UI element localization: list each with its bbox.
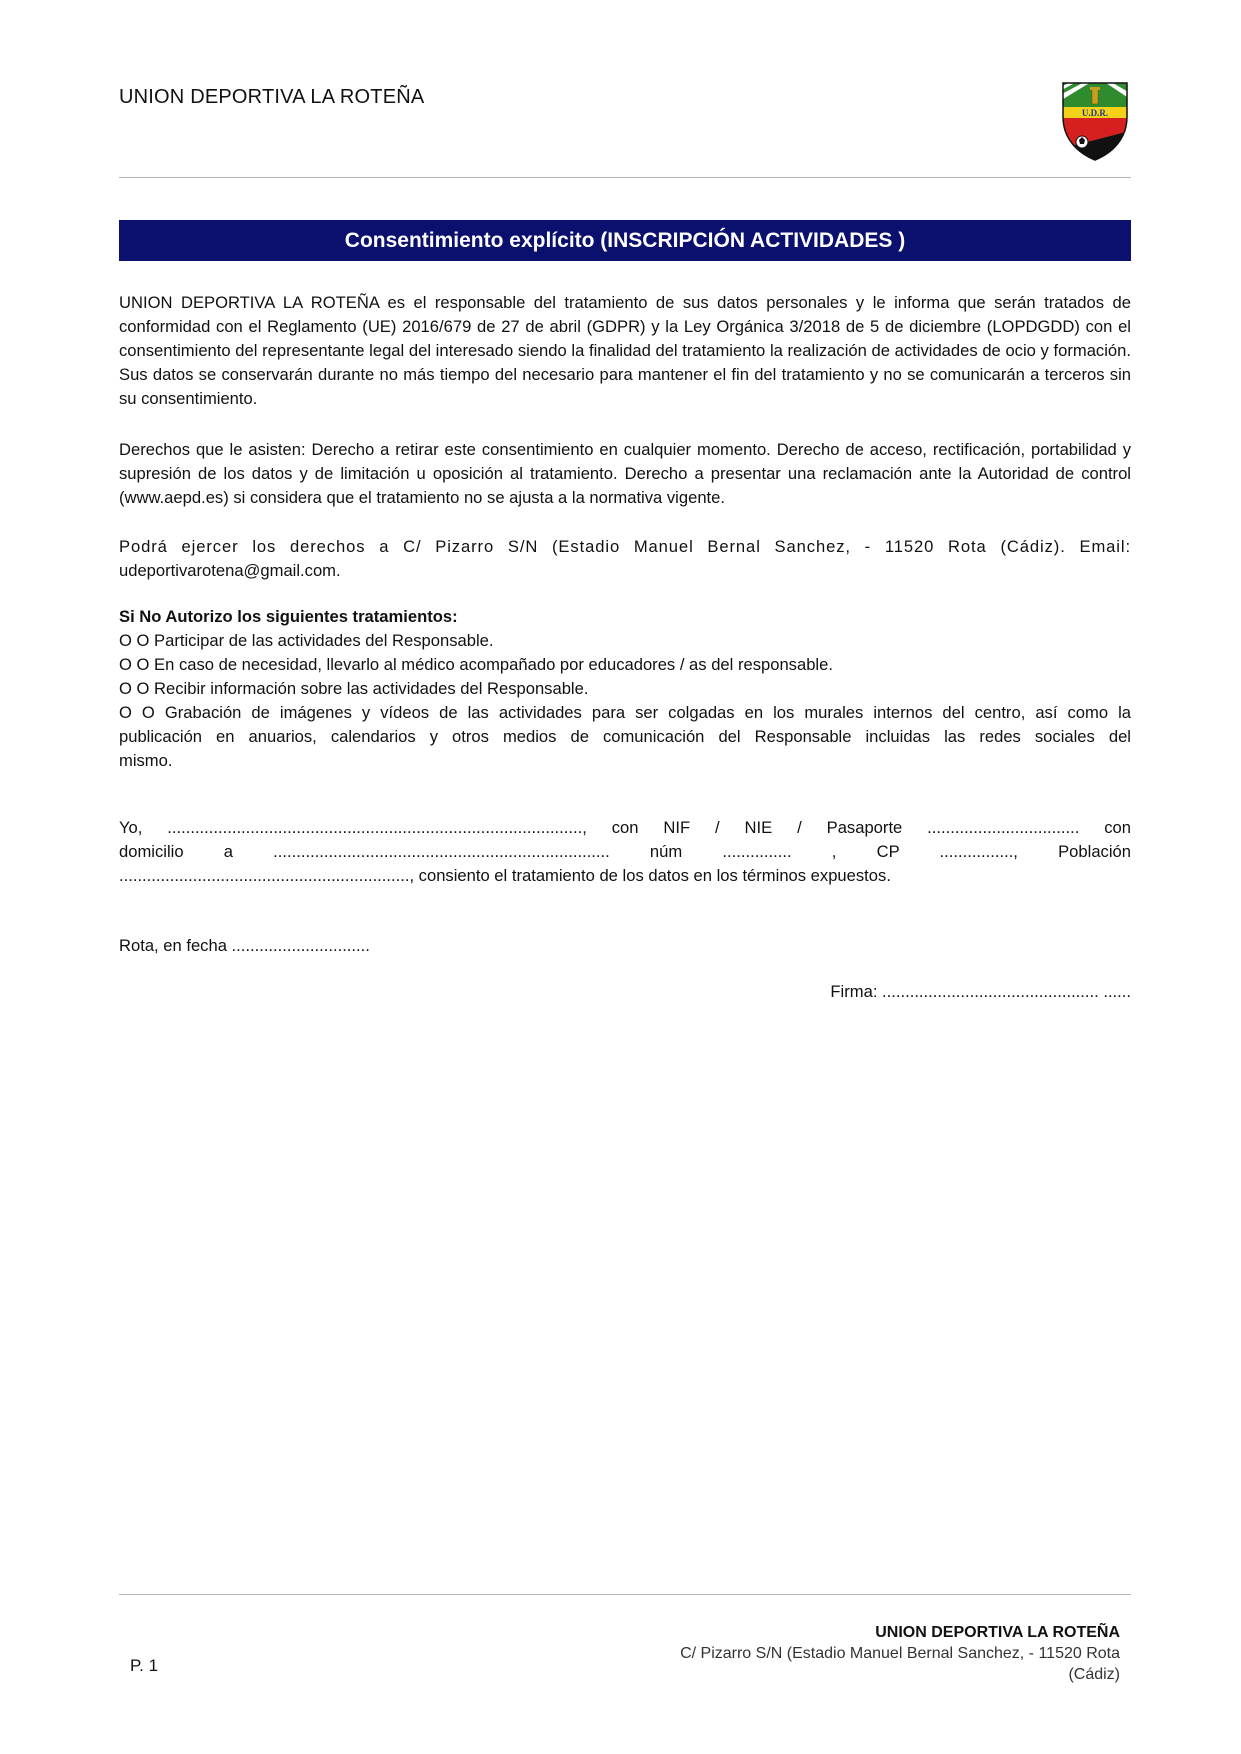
page-number: P. 1 <box>130 1656 159 1675</box>
club-crest-logo <box>1060 79 1130 162</box>
footer-address-continued: (Cádiz) <box>1068 1666 1120 1683</box>
contact-address: Podrá ejercer los derechos a C/ Pizarro S/N (Estadio Manuel Bernal Sanchez, - 11520 Rota (Cádiz). Email: <box>119 537 1131 556</box>
header-divider <box>119 177 1131 178</box>
organization-header: UNION DEPORTIVA LA ROTEÑA <box>119 86 425 108</box>
responsible-paragraph: UNION DEPORTIVA LA ROTEÑA es el responsable del tratamiento de sus datos personales y le informa que serán tratados de conformidad con el Reglamento (UE) 2016/679 de 27 de abril (GDPR) y la Ley Orgánica 3/2018 de 5 de diciembre (LOPDGDD) con el consentimiento del representante legal del interesado siendo la finalidad del tratamiento la realización de actividades de ocio y formación. Sus datos se conservarán durante no más tiempo del necesario para mantener el fin del tratamiento y no se comunicarán a terceros sin su consentimiento. <box>119 293 1131 408</box>
contact-email: udeportivarotena@gmail.com. <box>119 561 341 580</box>
contact-paragraph <box>119 535 1131 583</box>
document-title: Consentimiento explícito (INSCRIPCIÓN ACTIVIDADES ) <box>119 220 1131 261</box>
date-line: Rota, en fecha .............................. <box>119 936 370 955</box>
consent-name-line: Yo, .........................................................................................., con NIF / NIE / Pasaporte ................................. con <box>119 818 1131 837</box>
authorizations-section <box>119 605 1131 773</box>
authorization-item: O O En caso de necesidad, llevarlo al médico acompañado por educadores / as del responsable. <box>119 655 833 674</box>
consent-statement-line: ..............................................................., consiento el tratamiento de los datos en los términos expuestos. <box>119 866 891 885</box>
authorization-item: O O Participar de las actividades del Responsable. <box>119 631 494 650</box>
authorization-item: O O Grabación de imágenes y vídeos de las actividades para ser colgadas en los murales internos del centro, así como la <box>119 703 1131 722</box>
authorization-item-continued: mismo. <box>119 751 173 770</box>
crest-lettering: U.D.R. <box>1081 108 1109 118</box>
authorization-item: O O Recibir información sobre las actividades del Responsable. <box>119 679 589 698</box>
signature-line: Firma: ............................................... ...... <box>830 982 1131 1001</box>
footer-divider <box>119 1594 1131 1595</box>
consent-address-line: domicilio a ......................................................................... núm ............... , CP ................, Población <box>119 842 1131 861</box>
footer-address: C/ Pizarro S/N (Estadio Manuel Bernal Sanchez, - 11520 Rota <box>680 1645 1120 1662</box>
authorizations-heading: Si No Autorizo los siguientes tratamientos: <box>119 607 458 626</box>
rights-paragraph: Derechos que le asisten: Derecho a retirar este consentimiento en cualquier momento. Derecho de acceso, rectificación, portabilidad y supresión de los datos y de limitación u oposición al tratamiento. Derecho a presentar una reclamación ante la Autoridad de control (www.aepd.es) si considera que el tratamiento no se ajusta a la normativa vigente. <box>119 440 1131 507</box>
footer-block <box>680 1622 1120 1685</box>
authorization-item-continued: publicación en anuarios, calendarios y otros medios de comunicación del Responsable incluidas las redes sociales del <box>119 727 1131 746</box>
footer-organization: UNION DEPORTIVA LA ROTEÑA <box>875 1624 1120 1641</box>
consent-form-fields <box>119 816 1131 888</box>
